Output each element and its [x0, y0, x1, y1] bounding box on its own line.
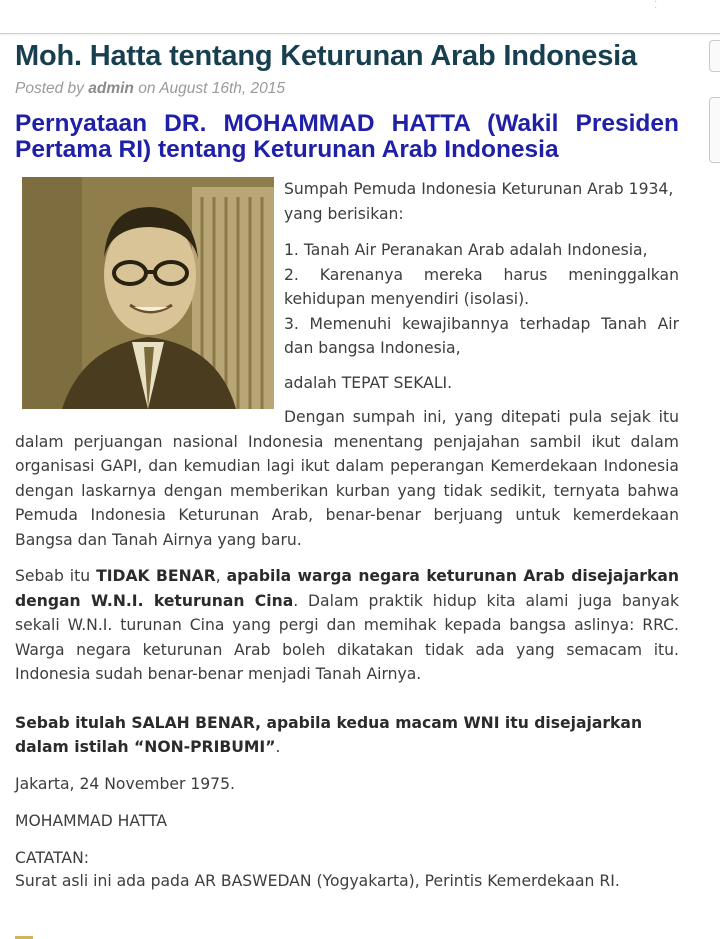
para2-bold-2: apabila warga negara keturunan Arab disejajarkan dengan W.N.I. keturunan Cina: [15, 567, 679, 610]
post-title[interactable]: Moh. Hatta tentang Keturunan Arab Indonesia: [15, 40, 637, 72]
post-date: August 16th, 2015: [159, 80, 286, 97]
signature-name: MOHAMMAD HATTA: [15, 812, 168, 830]
point-item-3: 3. Memenuhi kewajibannya terhadap Tanah Air dan bangsa Indonesia,: [284, 314, 679, 357]
note-label: CATATAN:: [15, 848, 90, 867]
note-text: Surat asli ini ada pada AR BASWEDAN (Yogyakarta), Perintis Kemerdekaan RI.: [15, 871, 620, 890]
side-widget-panel[interactable]: [709, 97, 720, 163]
para2-bold-1: TIDAK BENAR: [96, 567, 216, 585]
post-footer-strip: [15, 930, 705, 939]
para2-lead: Sebab itu: [15, 567, 97, 585]
note-block: [15, 847, 679, 893]
portrait-illustration: [22, 177, 274, 409]
article-body: [15, 163, 679, 906]
conclusion-line: adalah TEPAT SEKALI.: [284, 373, 453, 392]
browser-top-bar: [0, 0, 720, 34]
overflow-dots-icon[interactable]: · ·: [654, 0, 664, 14]
meta-prefix: Posted by: [15, 80, 89, 97]
side-widget-tab[interactable]: [709, 40, 720, 72]
intro-paragraph: Sumpah Pemuda Indonesia Keturunan Arab 1934, yang berisikan:: [284, 180, 674, 223]
point-item-2: 2. Karenanya mereka harus meninggalkan kehidupan menyendiri (isolasi).: [284, 265, 679, 308]
portrait-photo: [22, 177, 274, 409]
post-meta: [15, 80, 679, 98]
paragraph-not-true: [15, 564, 679, 687]
post-content: [15, 38, 679, 906]
article-heading: Pernyataan DR. MOHAMMAD HATTA (Wakil Presiden Pertama RI) tentang Keturunan Arab Indonesia: [15, 110, 679, 163]
paragraph-non-pribumi: [15, 711, 679, 760]
para2-comma: ,: [215, 567, 227, 585]
place-date: Jakarta, 24 November 1975.: [15, 774, 235, 793]
point-item-1: 1. Tanah Air Peranakan Arab adalah Indonesia,: [284, 241, 648, 259]
signature-block: [15, 772, 679, 893]
paragraph-struggle: Dengan sumpah ini, yang ditepati pula sejak itu dalam perjuangan nasional Indonesia menentang penjajahan sambil ikut dalam organisasi GAPI, dan kemudian lagi ikut dalam peperangan Kemerdekaan Indonesia dengan laskarnya dengan memberikan kurban yang tidak sedikit, ternyata bahwa Pemuda Indonesia Keturunan Arab, benar-benar berjuang untuk kemerdekaan Bangsa dan Tanah Airnya yang baru.: [15, 408, 679, 549]
para3-end: .: [275, 738, 281, 756]
post-author-link[interactable]: admin: [88, 80, 134, 97]
para3-bold: Sebab itulah SALAH BENAR, apabila kedua macam WNI itu disejajarkan dalam istilah “NON-PRIBUMI”: [15, 713, 643, 756]
para2-rest: . Dalam praktik hidup kita alami juga banyak sekali W.N.I. turunan Cina yang pergi dan memihak kepada bangsa aslinya: RRC. Warga negara keturunan Arab boleh dikatakan tidak ada yang semacam itu. Indonesia sudah benar-benar menjadi Tanah Airnya.: [15, 591, 679, 683]
meta-on: on: [133, 80, 160, 97]
